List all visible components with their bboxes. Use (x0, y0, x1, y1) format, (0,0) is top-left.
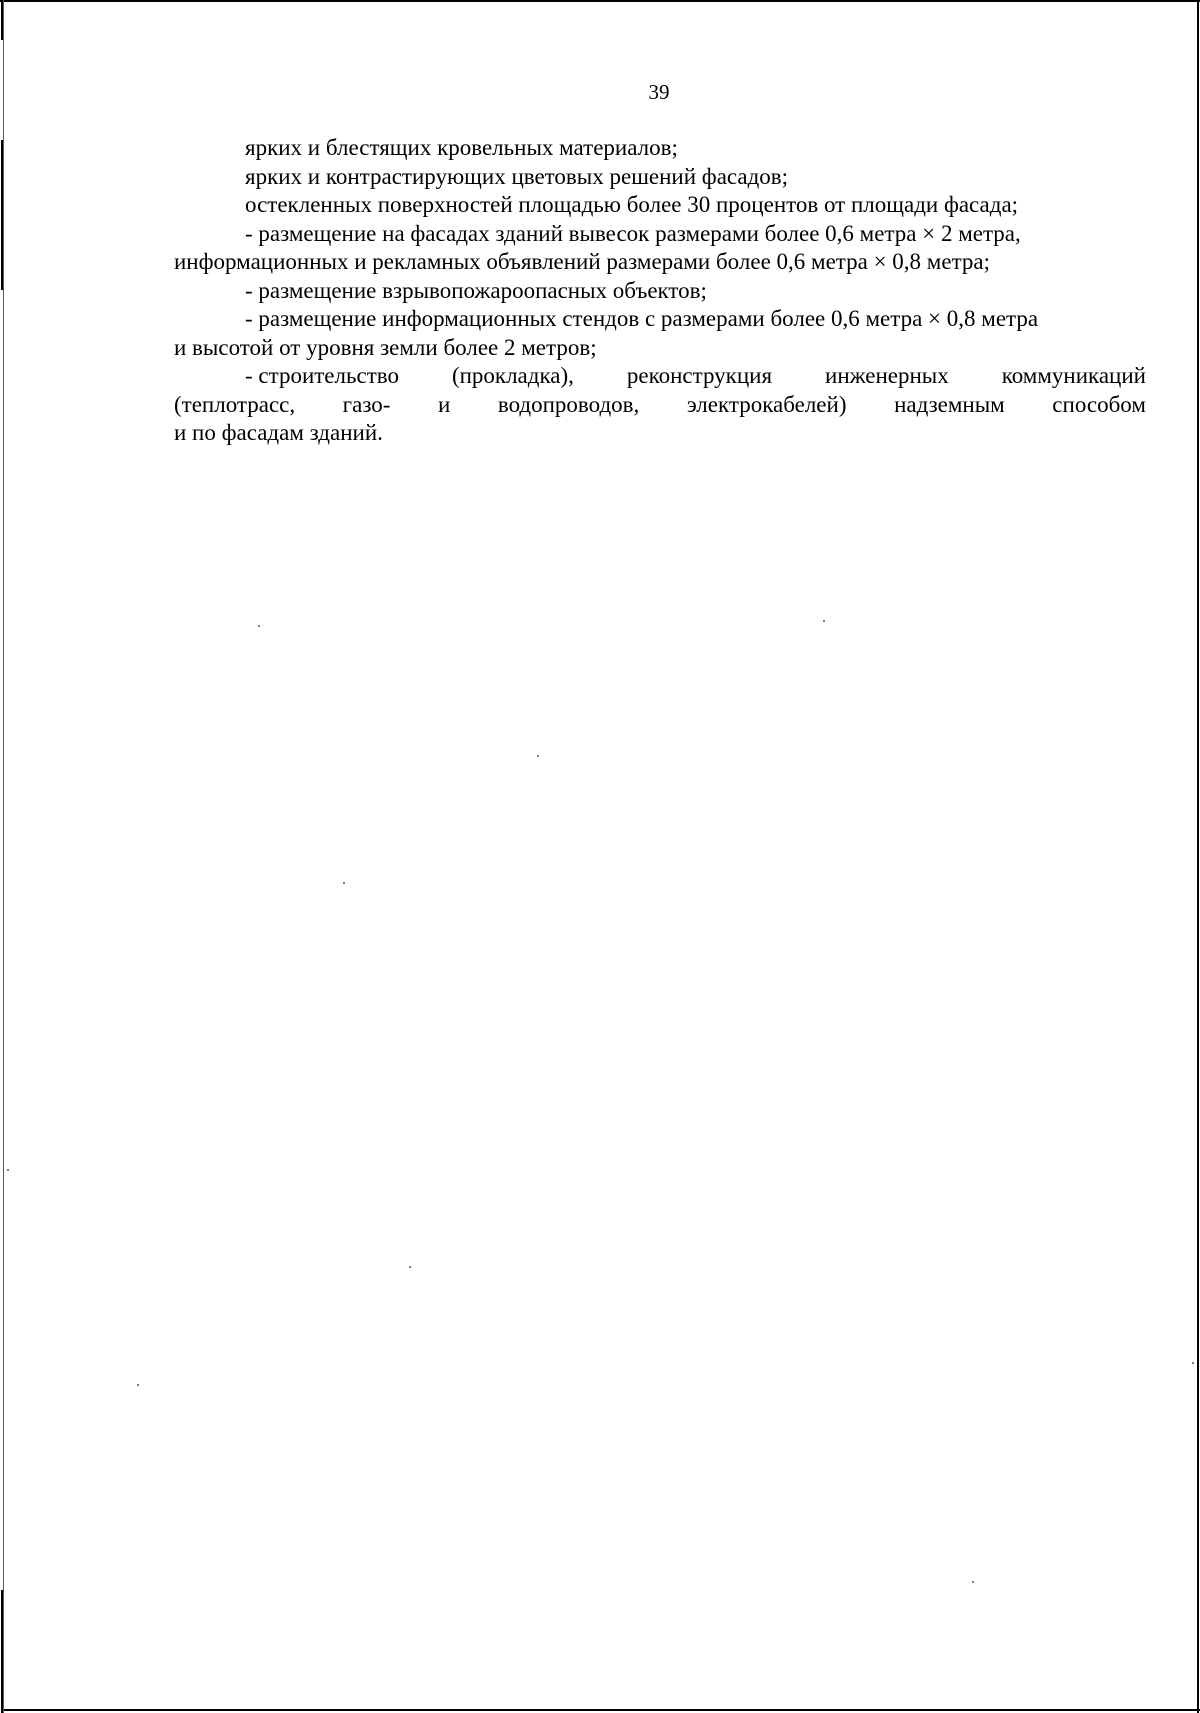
scan-border-left-segment (1, 0, 3, 40)
page-number: 39 (648, 80, 670, 104)
paragraph-info-stands-line-2: и высотой от уровня земли более 2 метров; (174, 334, 597, 360)
paragraph-signage-line-2: информационных и рекламных объявлений размерами более 0,6 метра × 0,8 метра; (174, 249, 990, 274)
document-body (174, 134, 1146, 448)
scan-border-left-segment (1, 1590, 3, 1713)
paragraph-utilities-line-3: и по фасадам зданий. (174, 420, 383, 445)
paragraph-utilities-line-2 (174, 391, 1146, 420)
scan-border-left (3, 0, 4, 1713)
paragraph-facade-colors: ярких и контрастирующих цветовых решений фасадов; (245, 163, 789, 189)
scan-speck (823, 620, 825, 622)
paragraph-utilities-line-1 (174, 362, 1146, 391)
paragraph-signage-line-1: - размещение на фасадах зданий вывесок размерами более 0,6 метра × 2 метра, (245, 220, 1021, 246)
scan-speck (258, 625, 260, 627)
word: и (438, 391, 451, 417)
scan-border-bottom (4, 1709, 1200, 1711)
word: электрокабелей) (686, 391, 847, 417)
word: надземным (894, 391, 1005, 417)
scan-border-left-segment (1, 140, 3, 290)
scan-border-right (1197, 0, 1199, 1713)
word: газо- (342, 391, 391, 417)
paragraph-info-stands-line-1: - размещение информационных стендов с размерами более 0,6 метра × 0,8 метра (245, 306, 1039, 331)
scan-speck (537, 755, 539, 757)
word: инженерных (825, 363, 949, 388)
word: - строительство (245, 363, 399, 388)
paragraph-hazardous-objects: - размещение взрывопожароопасных объектов; (245, 277, 707, 303)
word: способом (1052, 391, 1146, 417)
paragraph-roofing-materials: ярких и блестящих кровельных материалов; (245, 135, 678, 160)
scan-speck (137, 1384, 139, 1386)
word: (прокладка), (451, 363, 574, 388)
scan-speck (972, 1581, 974, 1583)
word: коммуникаций (1001, 363, 1146, 388)
scan-speck (1192, 1362, 1194, 1364)
word: водопроводов, (497, 391, 640, 417)
scan-speck (409, 1266, 411, 1268)
word: (теплотрасс, (174, 391, 296, 417)
scan-speck (7, 1169, 9, 1171)
scan-border-top (0, 0, 1200, 2)
word: реконструкция (626, 363, 773, 388)
paragraph-glazed-surfaces: остекленных поверхностей площадью более 30 процентов от площади фасада; (245, 192, 1019, 217)
scan-speck (343, 882, 345, 884)
